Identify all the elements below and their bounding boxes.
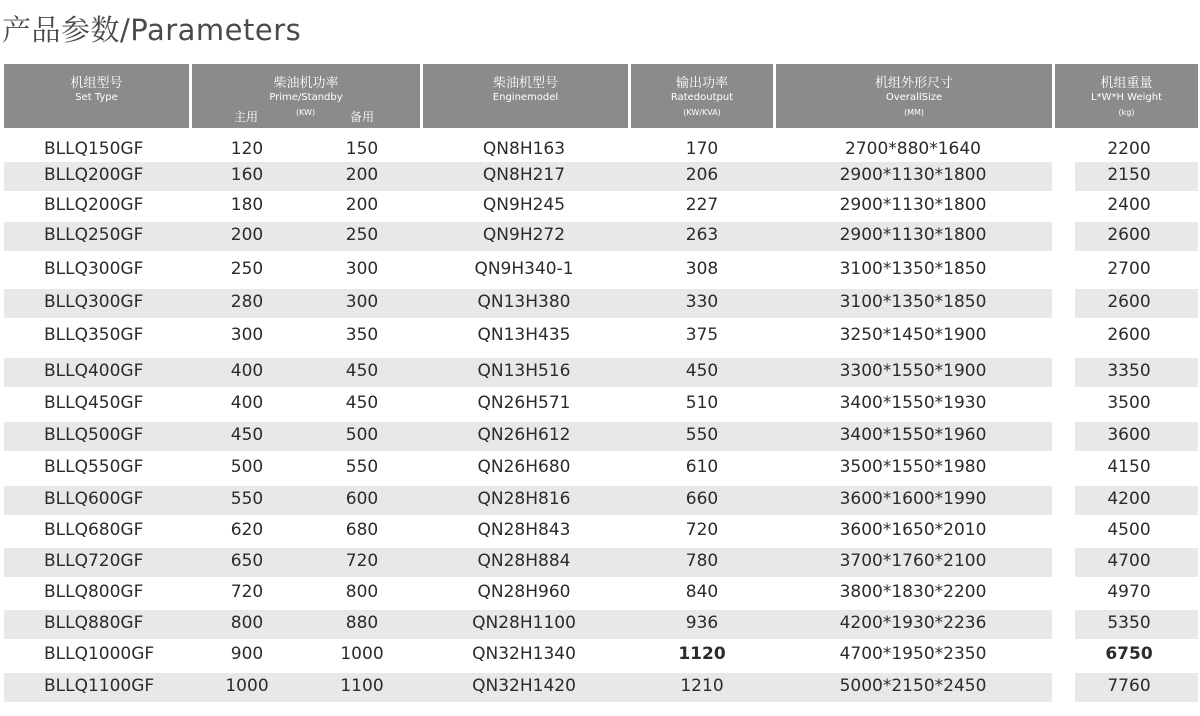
header-engine-en: Enginemodel — [492, 92, 559, 103]
cell-standby: 1000 — [340, 644, 384, 664]
cell-weight: 4200 — [1107, 489, 1151, 509]
cell-engine: QN13H516 — [477, 361, 571, 381]
cell-set: BLLQ400GF — [44, 361, 144, 381]
cell-size: 4200*1930*2236 — [839, 613, 987, 633]
cell-set: BLLQ250GF — [44, 225, 144, 245]
cell-set: BLLQ300GF — [44, 259, 144, 279]
header-power-prime: 主用 — [234, 110, 259, 124]
cell-engine: QN9H340-1 — [474, 259, 574, 279]
header-engine-cn: 柴油机型号 — [492, 76, 558, 91]
cell-engine: QN28H884 — [477, 551, 571, 571]
header-power-cn: 柴油机功率 — [273, 76, 339, 91]
cell-set: BLLQ150GF — [44, 139, 144, 159]
cell-set: BLLQ1100GF — [44, 676, 155, 696]
header-weight — [1055, 64, 1198, 128]
cell-standby: 1100 — [340, 676, 384, 696]
header-weight-unit: (kg) — [1118, 108, 1135, 117]
cell-standby: 500 — [345, 425, 379, 445]
header-size-cn: 机组外形尺寸 — [874, 76, 953, 91]
cell-standby: 800 — [345, 582, 379, 602]
cell-size: 3500*1550*1980 — [839, 457, 987, 477]
header-output-en: Ratedoutput — [670, 92, 734, 103]
cell-size: 3100*1350*1850 — [839, 259, 987, 279]
cell-size: 4700*1950*2350 — [839, 644, 987, 664]
cell-set: BLLQ550GF — [44, 457, 144, 477]
cell-set: BLLQ200GF — [44, 195, 144, 215]
cell-weight: 4150 — [1107, 457, 1151, 477]
cell-engine: QN28H960 — [477, 582, 571, 602]
cell-prime: 620 — [230, 520, 264, 540]
cell-prime: 500 — [230, 457, 264, 477]
cell-set: BLLQ350GF — [44, 325, 144, 345]
cell-set: BLLQ200GF — [44, 165, 144, 185]
cell-set: BLLQ720GF — [44, 551, 144, 571]
cell-output: 510 — [685, 393, 719, 413]
cell-prime: 120 — [230, 139, 264, 159]
cell-engine: QN28H843 — [477, 520, 571, 540]
cell-engine: QN9H272 — [482, 225, 566, 245]
cell-set: BLLQ500GF — [44, 425, 144, 445]
cell-weight: 2600 — [1107, 225, 1151, 245]
cell-standby: 450 — [345, 361, 379, 381]
cell-weight: 2700 — [1107, 259, 1151, 279]
cell-prime: 650 — [230, 551, 264, 571]
cell-output: 263 — [685, 225, 719, 245]
cell-size: 3600*1650*2010 — [839, 520, 987, 540]
cell-standby: 300 — [345, 259, 379, 279]
cell-weight: 6750 — [1105, 644, 1153, 664]
cell-output: 780 — [685, 551, 719, 571]
cell-weight: 2600 — [1107, 325, 1151, 345]
cell-weight: 4500 — [1107, 520, 1151, 540]
cell-size: 3600*1600*1990 — [839, 489, 987, 509]
cell-output: 660 — [685, 489, 719, 509]
cell-prime: 180 — [230, 195, 264, 215]
cell-prime: 400 — [230, 361, 264, 381]
cell-size: 5000*2150*2450 — [839, 676, 987, 696]
header-engine — [423, 64, 628, 128]
cell-engine: QN13H380 — [477, 292, 571, 312]
cell-standby: 550 — [345, 457, 379, 477]
cell-size: 3300*1550*1900 — [839, 361, 987, 381]
cell-prime: 400 — [230, 393, 264, 413]
cell-size: 2700*880*1640 — [845, 139, 981, 159]
cell-size: 3700*1760*2100 — [839, 551, 987, 571]
cell-prime: 300 — [230, 325, 264, 345]
header-output — [631, 64, 773, 128]
cell-engine: QN28H816 — [477, 489, 571, 509]
cell-output: 610 — [685, 457, 719, 477]
cell-engine: QN8H163 — [482, 139, 566, 159]
header-size-en: OverallSize — [885, 92, 943, 103]
cell-weight: 4970 — [1107, 582, 1151, 602]
cell-output: 206 — [685, 165, 719, 185]
header-size — [776, 64, 1052, 128]
cell-weight: 2150 — [1107, 165, 1151, 185]
cell-set: BLLQ680GF — [44, 520, 144, 540]
cell-weight: 3500 — [1107, 393, 1151, 413]
header-output-unit: (KW/KVA) — [683, 108, 721, 117]
cell-standby: 720 — [345, 551, 379, 571]
cell-output: 330 — [685, 292, 719, 312]
cell-standby: 250 — [345, 225, 379, 245]
cell-size: 3800*1830*2200 — [839, 582, 987, 602]
header-set-type — [4, 64, 189, 128]
cell-standby: 600 — [345, 489, 379, 509]
cell-prime: 280 — [230, 292, 264, 312]
cell-engine: QN26H612 — [477, 425, 571, 445]
cell-engine: QN32H1340 — [472, 644, 576, 664]
cell-size: 3400*1550*1930 — [839, 393, 987, 413]
cell-output: 170 — [685, 139, 719, 159]
cell-output: 308 — [685, 259, 719, 279]
cell-engine: QN9H245 — [482, 195, 566, 215]
cell-standby: 150 — [345, 139, 379, 159]
cell-prime: 450 — [230, 425, 264, 445]
cell-size: 2900*1130*1800 — [839, 225, 987, 245]
cell-standby: 200 — [345, 195, 379, 215]
header-weight-cn: 机组重量 — [1100, 76, 1153, 91]
cell-weight: 5350 — [1107, 613, 1151, 633]
cell-standby: 200 — [345, 165, 379, 185]
cell-set: BLLQ800GF — [44, 582, 144, 602]
header-power-standby: 备用 — [350, 110, 375, 124]
cell-output: 227 — [685, 195, 719, 215]
cell-output: 375 — [685, 325, 719, 345]
cell-size: 2900*1130*1800 — [839, 165, 987, 185]
cell-prime: 250 — [230, 259, 264, 279]
cell-engine: QN13H435 — [477, 325, 571, 345]
cell-output: 720 — [685, 520, 719, 540]
cell-standby: 450 — [345, 393, 379, 413]
cell-set: BLLQ600GF — [44, 489, 144, 509]
cell-weight: 3350 — [1107, 361, 1151, 381]
cell-standby: 350 — [345, 325, 379, 345]
cell-prime: 800 — [230, 613, 264, 633]
cell-engine: QN28H1100 — [472, 613, 576, 633]
header-power-unit: (KW) — [296, 108, 316, 117]
header-power — [192, 64, 420, 128]
cell-standby: 680 — [345, 520, 379, 540]
header-output-cn: 输出功率 — [675, 76, 728, 91]
cell-standby: 300 — [345, 292, 379, 312]
cell-output: 1120 — [678, 644, 726, 664]
cell-weight: 3600 — [1107, 425, 1151, 445]
header-set-type-en: Set Type — [75, 92, 118, 103]
cell-prime: 720 — [230, 582, 264, 602]
cell-size: 3400*1550*1960 — [839, 425, 987, 445]
cell-output: 936 — [685, 613, 719, 633]
cell-set: BLLQ880GF — [44, 613, 144, 633]
cell-prime: 160 — [230, 165, 264, 185]
cell-prime: 1000 — [225, 676, 269, 696]
page-title: 产品参数/Parameters — [2, 13, 302, 47]
header-power-en: Prime/Standby — [269, 92, 343, 103]
cell-weight: 7760 — [1107, 676, 1151, 696]
cell-output: 840 — [685, 582, 719, 602]
cell-output: 1210 — [680, 676, 724, 696]
cell-engine: QN32H1420 — [472, 676, 576, 696]
cell-prime: 550 — [230, 489, 264, 509]
cell-standby: 880 — [345, 613, 379, 633]
cell-output: 550 — [685, 425, 719, 445]
header-weight-en: L*W*H Weight — [1091, 92, 1162, 103]
cell-prime: 200 — [230, 225, 264, 245]
header-size-unit: (MM) — [903, 108, 925, 117]
cell-set: BLLQ300GF — [44, 292, 144, 312]
cell-prime: 900 — [230, 644, 264, 664]
cell-set: BLLQ1000GF — [44, 644, 155, 664]
cell-size: 3100*1350*1850 — [839, 292, 987, 312]
cell-weight: 4700 — [1107, 551, 1151, 571]
cell-set: BLLQ450GF — [44, 393, 144, 413]
cell-size: 2900*1130*1800 — [839, 195, 987, 215]
cell-weight: 2600 — [1107, 292, 1151, 312]
cell-size: 3250*1450*1900 — [839, 325, 987, 345]
header-set-type-cn: 机组型号 — [70, 76, 123, 91]
cell-output: 450 — [685, 361, 719, 381]
cell-engine: QN26H571 — [477, 393, 571, 413]
cell-weight: 2400 — [1107, 195, 1151, 215]
cell-weight: 2200 — [1107, 139, 1151, 159]
cell-engine: QN26H680 — [477, 457, 571, 477]
cell-engine: QN8H217 — [482, 165, 566, 185]
